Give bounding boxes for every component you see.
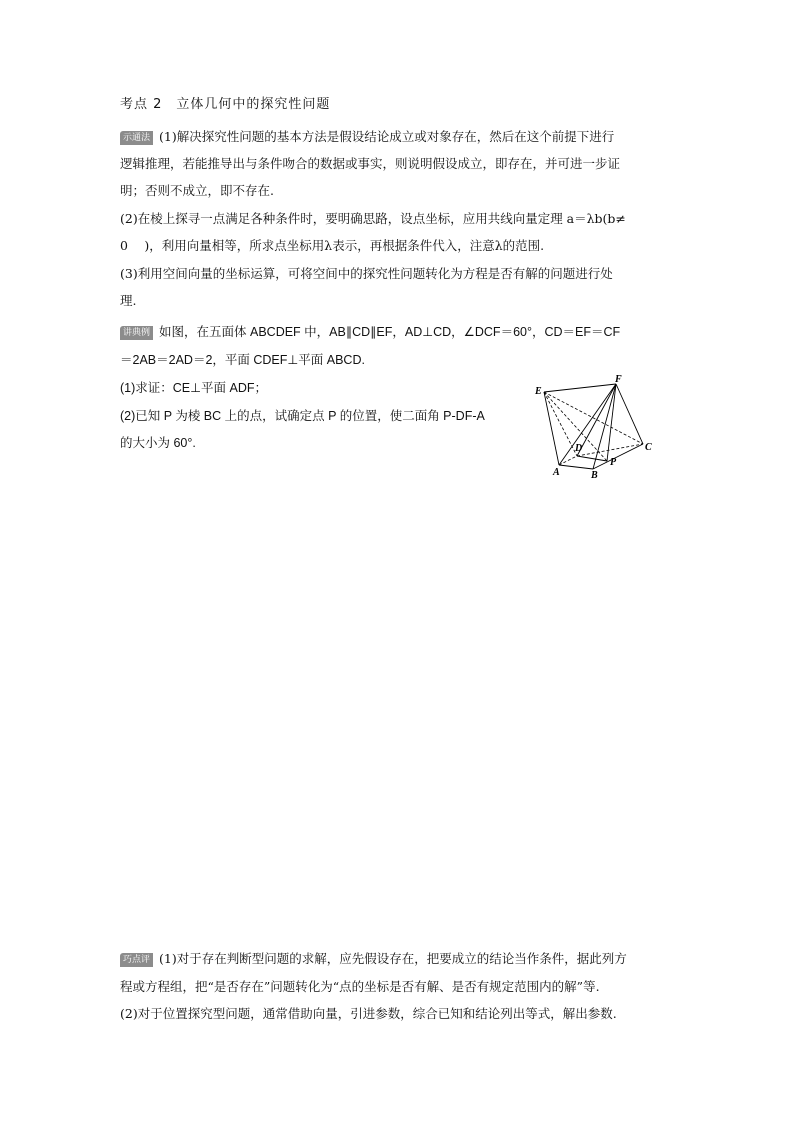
- example-question-2-cont: 的大小为 60°.: [120, 436, 196, 450]
- edge-AB: [559, 465, 593, 469]
- label-P: P: [610, 457, 617, 468]
- label-D: D: [575, 443, 583, 454]
- review-line-1: [120, 950, 627, 968]
- method-line-3: 明；否则不成立，即不存在.: [120, 183, 274, 198]
- review-line-3: (2)对于位置探究型问题，通常借助向量，引进参数，综合已知和结论列出等式，解出参数.: [120, 1006, 617, 1021]
- method-line-4: (2)在棱上探寻一点满足各种条件时，要明确思路，设点坐标，应用共线向量定理 a＝λb(b≠: [120, 211, 626, 226]
- example-question-1: (1)求证：CE⊥平面 ADF；: [120, 381, 268, 395]
- label-C: C: [645, 442, 652, 453]
- edge-FC: [616, 384, 643, 444]
- segment-DP: [577, 456, 607, 461]
- example-text-1: 如图，在五面体 ABCDEF 中，AB∥CD∥EF，AD⊥CD，∠DCF＝60°，CD＝EF＝CF: [159, 325, 621, 339]
- method-line-7: 理.: [120, 293, 137, 308]
- label-E: E: [535, 386, 542, 397]
- label-B: B: [591, 470, 598, 478]
- edge-EA: [544, 392, 559, 465]
- label-A: A: [553, 467, 560, 478]
- review-tag: 巧点评: [120, 953, 153, 967]
- edge-FD: [577, 384, 616, 456]
- review-line-2: 程或方程组，把“是否存在”问题转化为“点的坐标是否有解、是否有规定范围内的解”等.: [120, 979, 600, 994]
- example-line-1: [120, 323, 620, 341]
- example-question-2: (2)已知 P 为棱 BC 上的点，试确定点 P 的位置，使二面角 P-DF-A: [120, 409, 485, 423]
- method-line-6: (3)利用空间向量的坐标运算，可将空间中的探究性问题转化为方程是否有解的问题进行处: [120, 266, 613, 281]
- example-tag: 讲典例: [120, 326, 153, 340]
- method-tag: 示通法: [120, 131, 153, 145]
- edge-ED: [544, 392, 577, 456]
- edge-EF: [544, 384, 616, 392]
- edge-FA: [559, 384, 616, 465]
- method-line-1: [120, 128, 614, 146]
- label-F: F: [615, 374, 622, 385]
- example-line-2: ＝2AB＝2AD＝2，平面 CDEF⊥平面 ABCD.: [120, 353, 365, 367]
- diagonal-EC: [544, 392, 643, 444]
- pentahedron-figure: [530, 374, 670, 478]
- section-heading: 考点 2 立体几何中的探究性问题: [120, 97, 331, 112]
- method-line-5: 0 )，利用向量相等，所求点坐标用λ表示，再根据条件代入，注意λ的范围.: [120, 238, 545, 253]
- edge-BC: [593, 444, 643, 469]
- method-line-2: 逻辑推理，若能推导出与条件吻合的数据或事实，则说明假设成立，即存在，并可进一步证: [120, 156, 621, 171]
- method-text-1: (1)解决探究性问题的基本方法是假设结论成立或对象存在，然后在这个前提下进行: [159, 129, 615, 144]
- review-text-1: (1)对于存在判断型问题的求解，应先假设存在，把要成立的结论当作条件，据此列方: [159, 951, 627, 966]
- edge-DC: [577, 444, 643, 456]
